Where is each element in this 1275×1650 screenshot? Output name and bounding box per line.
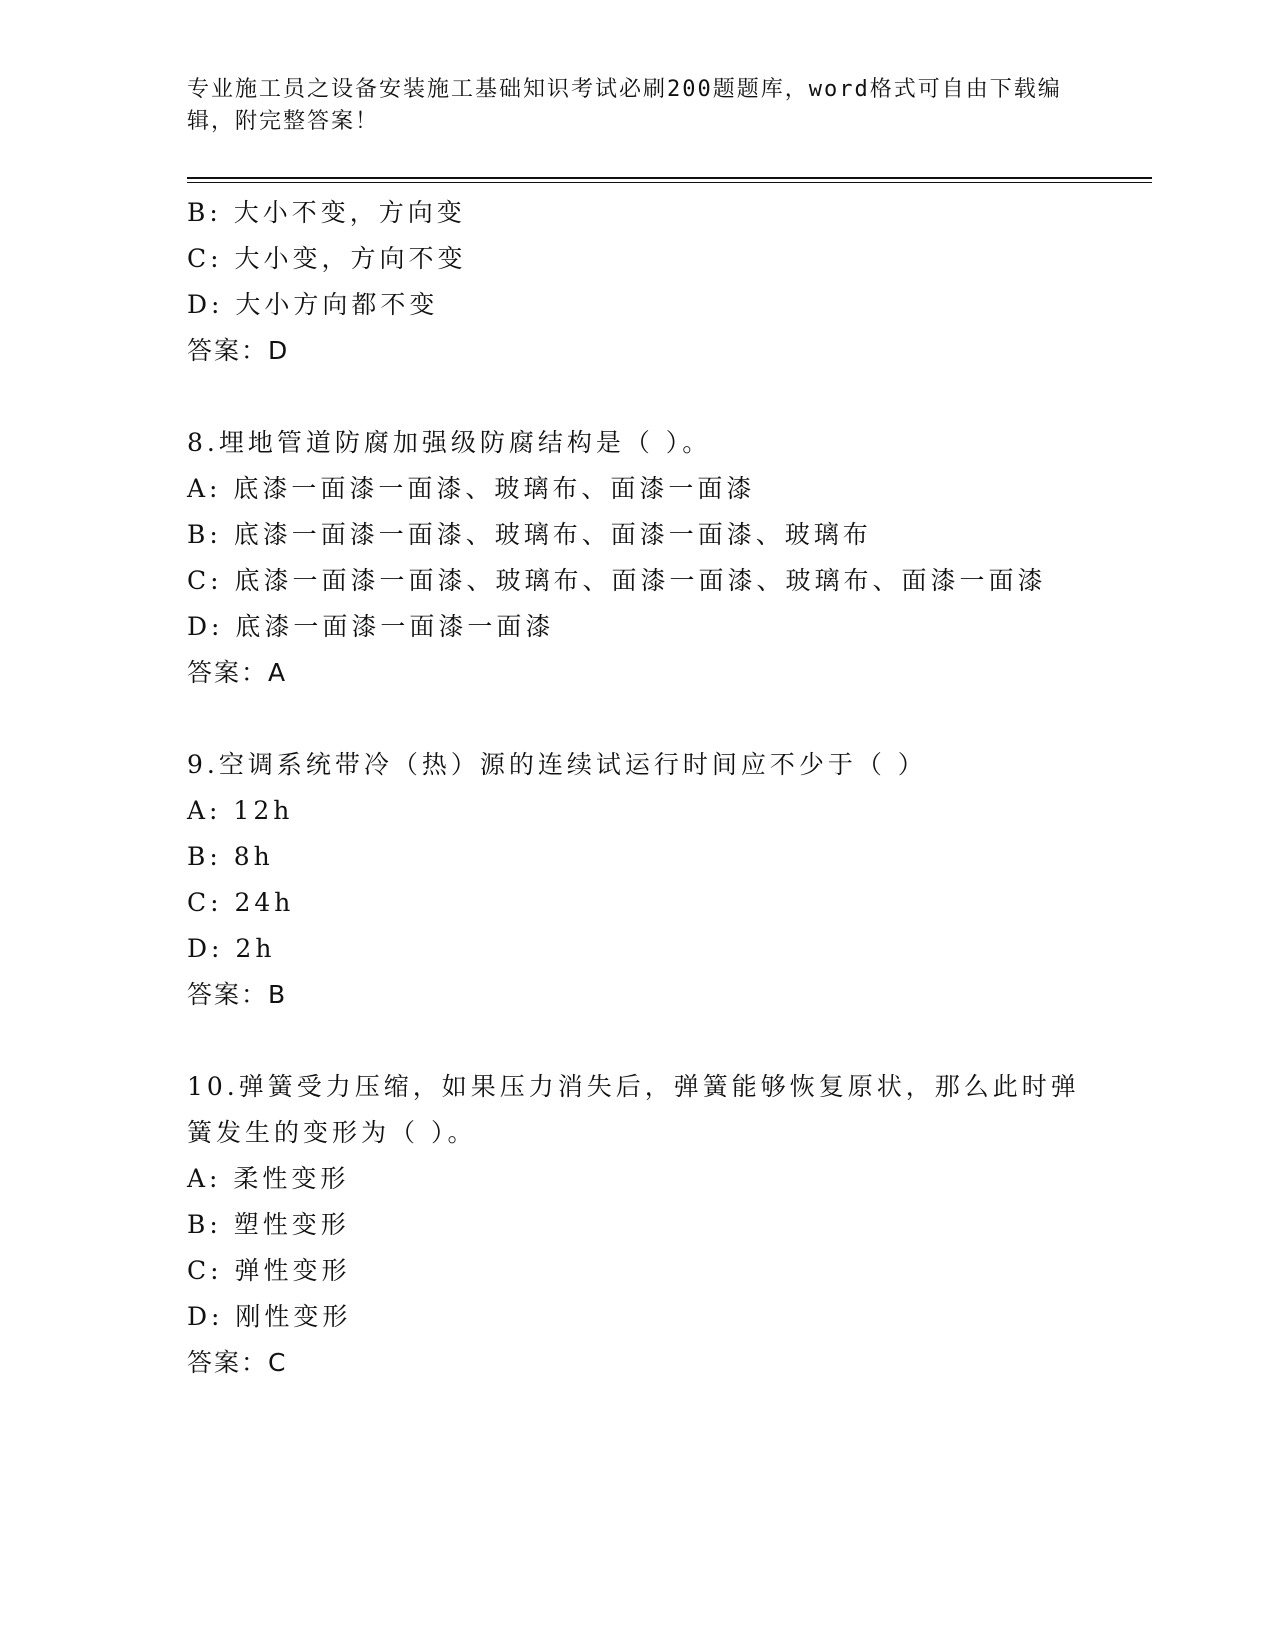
option-c: C: 24h — [187, 888, 295, 917]
option-d: D: 2h — [187, 934, 276, 963]
question-text: 9.空调系统带冷（热）源的连续试运行时间应不少于（ ） — [187, 750, 927, 779]
question-text: 10.弹簧受力压缩，如果压力消失后，弹簧能够恢复原状，那么此时弹簧发生的变形为（ ）。 — [187, 1072, 1080, 1147]
option-a: A: 柔性变形 — [187, 1164, 350, 1193]
option-b: B: 底漆一面漆一面漆、玻璃布、面漆一面漆、玻璃布 — [187, 520, 872, 549]
option-b: B: 8h — [187, 842, 274, 871]
header-divider-thin — [187, 182, 1152, 183]
question-text: 8.埋地管道防腐加强级防腐结构是（ ）。 — [187, 428, 712, 457]
option-d: D: 底漆一面漆一面漆一面漆 — [187, 612, 555, 641]
option-d: D: 刚性变形 — [187, 1302, 352, 1331]
option-b: B: 大小不变，方向变 — [187, 198, 466, 227]
option-d: D: 大小方向都不变 — [187, 290, 439, 319]
header-divider-thick — [187, 177, 1152, 179]
option-a: A: 底漆一面漆一面漆、玻璃布、面漆一面漆 — [187, 474, 756, 503]
answer: 答案：B — [187, 980, 288, 1009]
question-list — [187, 190, 1087, 1386]
question-8 — [187, 420, 1087, 696]
question-9 — [187, 742, 1087, 1018]
document-header: 专业施工员之设备安装施工基础知识考试必刷200题题库，word格式可自由下载编辑，附完整答案！ — [187, 77, 1062, 134]
spacer — [187, 1018, 1087, 1064]
option-c: C: 大小变，方向不变 — [187, 244, 467, 273]
option-c: C: 底漆一面漆一面漆、玻璃布、面漆一面漆、玻璃布、面漆一面漆 — [187, 566, 1047, 595]
option-a: A: 12h — [187, 796, 294, 825]
answer: 答案：D — [187, 336, 290, 365]
question-10 — [187, 1064, 1087, 1386]
answer: 答案：C — [187, 1348, 288, 1377]
option-b: B: 塑性变形 — [187, 1210, 350, 1239]
spacer — [187, 696, 1087, 742]
spacer — [187, 374, 1087, 420]
question-7 — [187, 190, 1087, 374]
option-c: C: 弹性变形 — [187, 1256, 351, 1285]
answer: 答案：A — [187, 658, 288, 687]
